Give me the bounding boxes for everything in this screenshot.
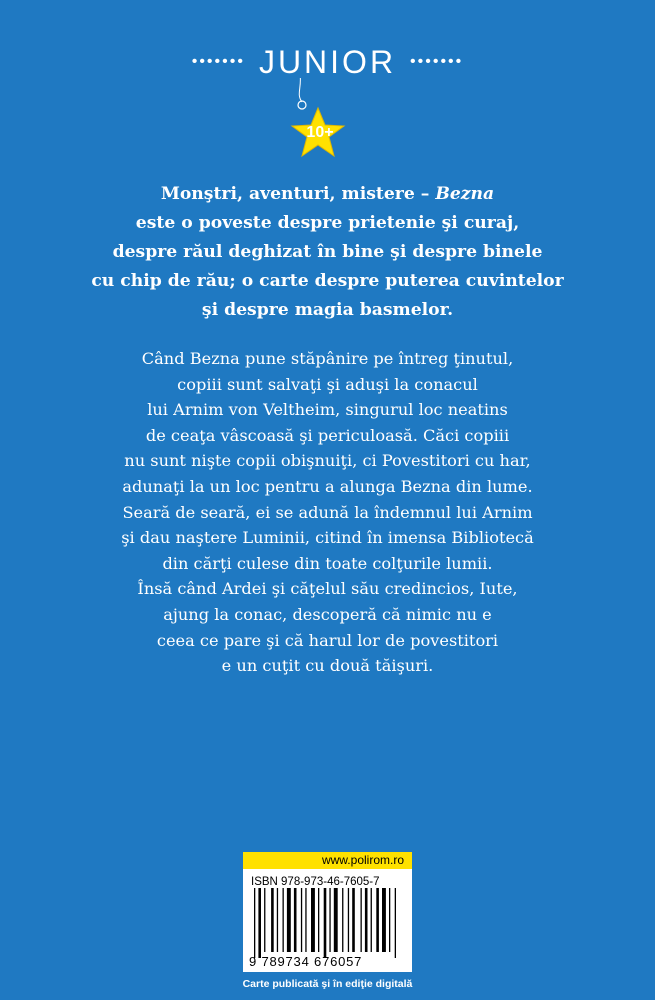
publisher-url: www.polirom.ro: [243, 852, 412, 869]
lead-line: Monştri, aventuri, mistere – Bezna: [160, 184, 495, 204]
brand-dots-left: •••••••: [191, 53, 245, 70]
synopsis-paragraph: [0, 346, 655, 679]
synopsis-line: de ceaţa vâscoasă şi periculoasă. Căci copiii: [145, 425, 510, 445]
age-badge: 10+: [306, 124, 334, 141]
synopsis-line: ceea ce pare şi că harul lor de povestitori: [156, 630, 499, 650]
isbn-box: [243, 852, 412, 972]
synopsis-line: Seară de seară, ei se adună la îndemnul lui Arnim: [122, 502, 533, 522]
synopsis-line: copiii sunt salvaţi şi aduşi la conacul: [177, 374, 478, 394]
isbn-number: ISBN 978-973-46-7605-7: [251, 876, 380, 888]
synopsis-line: lui Arnim von Veltheim, singurul loc neatins: [147, 400, 508, 420]
brand-dots-right: •••••••: [410, 53, 464, 70]
lead-line: despre răul deghizat în bine şi despre binele: [112, 242, 543, 262]
junior-brand: [0, 46, 655, 78]
synopsis-line: Când Bezna pune stăpânire pe întreg ţinutul,: [141, 349, 514, 368]
synopsis-line: e un cuţit cu două tăişuri.: [221, 656, 434, 676]
barcode-digits: 9 789734 676057: [249, 954, 363, 969]
synopsis-line: adunaţi la un loc pentru a alunga Bezna din lume.: [122, 476, 533, 496]
brand-name: JUNIOR: [258, 44, 397, 80]
lead-paragraph: [0, 180, 655, 325]
lead-line: cu chip de rău; o carte despre puterea cuvintelor: [91, 271, 564, 291]
synopsis-line: din cărţi culese din toate colţurile lumii.: [162, 553, 493, 573]
barcode-icon: [250, 888, 405, 962]
synopsis-line: nu sunt nişte copii obişnuiţi, ci Povestitori cu har,: [124, 451, 531, 471]
synopsis-line: ajung la conac, descoperă că nimic nu e: [163, 604, 492, 624]
book-title-inline: Bezna: [435, 184, 495, 204]
synopsis-line: Însă când Ardei şi căţelul său credincios, Iute,: [137, 579, 518, 599]
lead-line: şi despre magia basmelor.: [201, 300, 454, 320]
synopsis-line: şi dau naştere Luminii, citind în imensa Bibliotecă: [121, 528, 534, 548]
star-balloon-icon: [278, 78, 358, 168]
edition-note: Carte publicată şi în ediţie digitală: [242, 978, 413, 990]
lead-line: este o poveste despre prietenie şi curaj,: [135, 213, 520, 233]
